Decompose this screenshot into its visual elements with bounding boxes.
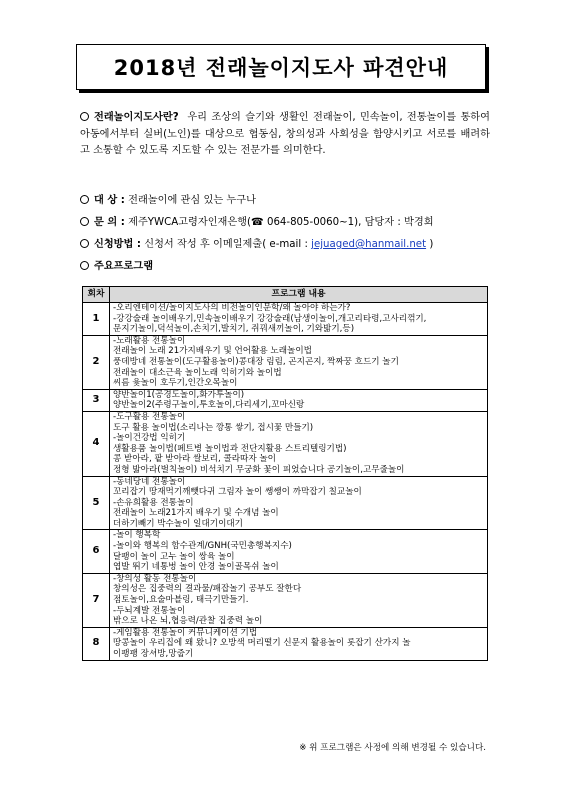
program-heading: 주요프로그램: [94, 261, 154, 272]
program-content: [110, 530, 488, 573]
contact-label: 문 의 :: [94, 217, 125, 228]
program-table: [82, 286, 488, 661]
program-line: -두뇌계발 전통놀이: [113, 605, 186, 616]
email-link[interactable]: jejuaged@hanmail.net: [311, 239, 427, 250]
program-line: -도구활용 전통놀이: [113, 411, 186, 422]
round-number: 5: [83, 476, 110, 530]
round-number: 4: [83, 411, 110, 476]
round-number: 3: [83, 389, 110, 411]
intro-text: 우리 조상의 슬기와 생활인 전래놀이, 민속놀이, 전통놀이를 통하여 아동에서부터 실버(노인)를 대상으로 협동심, 창의성과 사회성을 함양시키고 서로를 배려하고 소통할 수 있도록 지도할 수 있는 전문가를 의미한다.: [80, 112, 490, 157]
program-content: [110, 476, 488, 530]
program-line: -노래활용 전통놀이: [113, 335, 186, 346]
target-line: [80, 194, 510, 208]
program-line: 창의성은 집중력의 결과물/패잡놀기 공부도 잘한다: [113, 584, 302, 595]
program-content: [110, 573, 488, 627]
program-line: -놀이건강법 익히기: [113, 433, 186, 444]
program-line: 밖으로 나온 뇌,협응력/관찰 집중력 놀이: [113, 616, 263, 627]
program-line: 전래놀이 대소근육 놀이노래 익히기와 놀이법: [113, 367, 282, 378]
program-line: 꼬리잡기 땅재먹기깨뺏다귀 그림자 놀이 쌩쌩이 까막잡기 칠교놀이: [113, 487, 362, 498]
round-number: 1: [83, 303, 110, 336]
table-row: [83, 303, 488, 336]
apply-line: [80, 238, 510, 252]
program-line: 엽발 뛰기 네통벙 놀이 안경 놀이골목쉬 놀이: [113, 562, 279, 573]
footnote: ※ 위 프로그램은 사정에 의해 변경될 수 있습니다.: [299, 743, 486, 753]
table-row: [83, 627, 488, 660]
program-line: 씨름 윷놀이 호두기,인간오목놀이: [113, 378, 238, 389]
program-line: 땅콩놀이 우리집에 왜 왔니? 오방색 머리떨기 신문지 활용놀이 롯잡기 산가지 놀: [113, 638, 411, 649]
program-line: -강강술래 놀이배우기,민속놀이배우기 강강술래(남생이놀이,개고리타령,고사리꺾기,: [113, 313, 427, 324]
program-content: [110, 627, 488, 660]
program-line: 양반놀이1(공경도놀이,화가투놀이): [113, 389, 245, 400]
program-line: 도구 활용 놀이법(소리나는 깡통 쌓기, 접시꽃 만들기): [113, 422, 314, 433]
program-line: -게임활용 전통놀이 커뮤니케이션 기법: [113, 627, 258, 638]
target-label: 대 상 :: [94, 195, 125, 206]
program-line: 전래놀이 노래21가지 배우기 및 수개념 놀이: [113, 508, 279, 519]
circle-bullet-icon: [80, 261, 89, 270]
program-line: 전래놀이 노래 21가지배우기 및 언어활용 노래놀이법: [113, 346, 312, 357]
program-line: -창의성 활동 전통놀이: [113, 573, 197, 584]
program-content: [110, 303, 488, 336]
program-line: 콩 받아라, 팥 받아라 쌀보리, 콜라따자 놀이: [113, 454, 276, 465]
table-row: [83, 476, 488, 530]
round-number: 8: [83, 627, 110, 660]
circle-bullet-icon: [80, 195, 89, 204]
target-value: 전래놀이에 관심 있는 누구나: [128, 195, 256, 206]
table-row: [83, 389, 488, 411]
apply-value: 신청서 작성 후 이메일제출( e-mail :: [144, 239, 312, 250]
program-line: 달팽이 놀이 고누 놀이 쌍육 놀이: [113, 551, 235, 562]
table-row: [83, 411, 488, 476]
table-row: [83, 335, 488, 389]
column-header-round: 회차: [83, 287, 110, 303]
round-number: 7: [83, 573, 110, 627]
program-line: 점토놀이,요술마블링, 태극기만들기.: [113, 595, 249, 606]
table-row: [83, 530, 488, 573]
program-line: 풍데방네 전통놀이(도구활용놀이)콩대장 림림, 곤지곤지, 짝짜꿍 흐드기 놀기: [113, 356, 399, 367]
program-line: -동네당네 전통놀이: [113, 476, 186, 487]
column-header-content: 프로그램 내용: [110, 287, 488, 303]
intro-paragraph: [80, 110, 490, 160]
circle-bullet-icon: [80, 112, 89, 121]
table-row: [83, 573, 488, 627]
table-header-row: [83, 287, 488, 303]
program-line: 더하기빼기 박수놀이 일대기이대기: [113, 518, 243, 529]
intro-label: 전래놀이지도사란?: [94, 112, 179, 123]
program-heading-line: [80, 260, 510, 274]
program-line: -오리엔테이션/놀이지도사의 비전놀이인문학/왜 놀아야 하는가?: [113, 303, 351, 313]
program-line: -손유희활용 전통놀이: [113, 497, 194, 508]
contact-value: 제주YWCA고령자인재은행(☎ 064-805-0060~1), 담당자 : 박경희: [128, 217, 434, 228]
circle-bullet-icon: [80, 217, 89, 226]
contact-line: [80, 216, 510, 230]
page-title: 2018년 전래놀이지도사 파견안내: [76, 44, 486, 90]
program-line: 정형 밟아라(벌칙놀이) 비석치기 무궁화 꽃이 피었습니다 공기놀이,고무줄놀이: [113, 464, 405, 475]
apply-tail: ): [426, 239, 434, 250]
program-line: 문지기놀이,덕석놀이,손치기,발치기, 쥐꿔새끼놀이, 기와밟기,등): [113, 324, 355, 335]
circle-bullet-icon: [80, 239, 89, 248]
program-line: -놀이와 행복의 함수관계/GNH(국민총행복지수): [113, 541, 292, 552]
program-content: [110, 389, 488, 411]
program-content: [110, 411, 488, 476]
program-line: -놀이 행복학: [113, 530, 161, 541]
round-number: 6: [83, 530, 110, 573]
program-line: 이팽팽 장셔방,망줍기: [113, 649, 194, 659]
apply-label: 신청방법 :: [94, 239, 141, 250]
program-line: 생활용품 놀이법(페트병 놀이법과 전단지활용 스트리텔링기법): [113, 443, 347, 454]
program-content: [110, 335, 488, 389]
round-number: 2: [83, 335, 110, 389]
program-line: 양반놀이2(주령구놀이,투호놀이,다리세기,꼬마신랑: [113, 400, 305, 411]
